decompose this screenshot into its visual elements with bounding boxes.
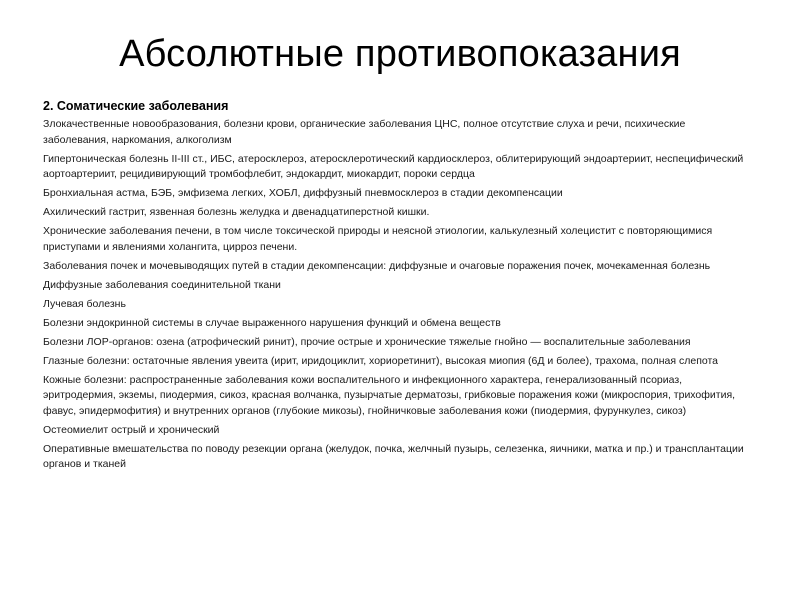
paragraph-gastric: Ахилический гастрит, язвенная болезнь желудка и двенадцатиперстной кишки. bbox=[43, 206, 430, 218]
paragraph-connective-tissue: Диффузные заболевания соединительной ткани bbox=[43, 278, 281, 291]
paragraph-eye: Глазные болезни: остаточные явления увеита (ирит, иридоциклит, хориоретинит), высокая миопия (6Д и более), трахома, полная слепота bbox=[43, 354, 719, 367]
paragraph-osteomyelitis: Остеомиелит острый и хронический bbox=[43, 423, 220, 436]
paragraph-liver: Хронические заболевания печени, в том числе токсической природы и неясной этиологии, калькулезный холецистит с повторяющимися приступами и явлениями холангита, цирроз печени. bbox=[43, 225, 713, 253]
paragraph-skin: Кожные болезни: распространенные заболевания кожи воспалительного и инфекционного характера, генерализованный псориаз, эритродермия, экземы, пиодермия, сикоз, красная волчанка, пузырчатые дерматозы, грибковые поражения кожи (микроспория, трихофития, фавус, эпидермофития) и внутренних органов (глубокие микозы), гнойничковые заболевания кожи (пиодермия, фурункулез, сикоз) bbox=[43, 373, 736, 417]
paragraph-endocrine: Болезни эндокринной системы в случае выраженного нарушения функций и обмена веществ bbox=[43, 316, 501, 329]
paragraph-radiation: Лучевая болезнь bbox=[43, 297, 126, 310]
paragraph-cardiovascular: Гипертоническая болезнь II-III ст., ИБС, атеросклероз, атеросклеротический кардиосклероз, облитерирующий эндоартериит, неспецифический аортоартериит, рецидивирующий тромбофлебит, эндокардит, миокардит, пороки сердца bbox=[43, 152, 744, 180]
paragraph-oncology: Злокачественные новообразования, болезни крови, органические заболевания ЦНС, полное отсутствие слуха и речи, психические заболевания, наркомания, алкоголизм bbox=[43, 118, 686, 146]
slide-title: Абсолютные противопоказания bbox=[119, 33, 681, 75]
paragraph-ent: Болезни ЛОР-органов: озена (атрофический ринит), прочие острые и хронические тяжелые гнойно — воспалительные заболевания bbox=[43, 335, 691, 348]
paragraph-surgery: Оперативные вмешательства по поводу резекции органа (желудок, почка, желчный пузырь, селезенка, яичники, матка и пр.) и трансплантации органов и тканей bbox=[43, 442, 744, 470]
slide-content bbox=[43, 98, 748, 476]
section-subtitle: 2. Соматические заболевания bbox=[43, 99, 229, 113]
paragraph-kidney: Заболевания почек и мочевыводящих путей в стадии декомпенсации: диффузные и очаговые поражения почек, мочекаменная болезнь bbox=[43, 259, 711, 272]
paragraph-respiratory: Бронхиальная астма, БЭБ, эмфизема легких, ХОБЛ, диффузный пневмосклероз в стадии декомпенсации bbox=[43, 187, 563, 199]
